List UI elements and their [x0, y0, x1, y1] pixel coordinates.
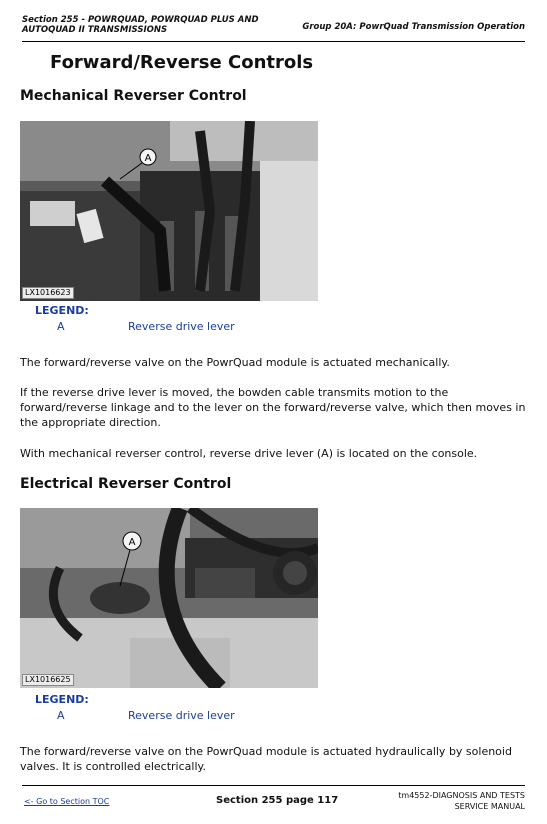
- mechanical-photo-illustration: [20, 121, 318, 301]
- mechanical-photo-id: LX1016623: [22, 287, 74, 299]
- mechanical-para-3: With mechanical reverser control, reverse drive lever (A) is located on the console.: [20, 447, 478, 460]
- manual-name: [398, 790, 525, 812]
- footer-divider: [22, 785, 525, 786]
- mechanical-para-2: If the reverse drive lever is moved, the bowden cable transmits motion to the forward/reverse linkage and to the lever on the forward/reverse valve, which then moves in the appropriate direction.: [20, 386, 526, 429]
- mechanical-para-1: The forward/reverse valve on the PowrQuad module is actuated mechanically.: [20, 356, 450, 369]
- manual-line-2: SERVICE MANUAL: [454, 802, 525, 811]
- page-number: Section 255 page 117: [216, 795, 339, 806]
- page-title: Forward/Reverse Controls: [50, 52, 314, 73]
- go-to-section-toc-link[interactable]: <- Go to Section TOC: [24, 797, 110, 806]
- electrical-callout: A: [128, 537, 136, 548]
- page-header: [22, 13, 525, 42]
- manual-line-1: tm4552-DIAGNOSIS AND TESTS: [398, 791, 525, 800]
- electrical-photo-illustration: [20, 508, 318, 688]
- electrical-photo-id: LX1016625: [22, 674, 74, 686]
- mechanical-callout: A: [144, 153, 152, 164]
- electrical-para-1: The forward/reverse valve on the PowrQuad module is actuated hydraulically by solenoid valves. It is controlled electrically.: [20, 745, 512, 773]
- mechanical-reverser-photo: [20, 121, 318, 301]
- mechanical-legend-value: Reverse drive lever: [128, 320, 235, 333]
- group-title: Group 20A: PowrQuad Transmission Operation: [302, 22, 525, 32]
- mechanical-legend-key: A: [57, 320, 65, 333]
- mechanical-legend-title: LEGEND:: [35, 304, 89, 317]
- electrical-reverser-photo: [20, 508, 318, 688]
- section-title: Section 255 - POWRQUAD, POWRQUAD PLUS AND AUTOQUAD II TRANSMISSIONS: [22, 15, 259, 35]
- electrical-legend-title: LEGEND:: [35, 693, 89, 706]
- electrical-legend-value: Reverse drive lever: [128, 709, 235, 722]
- electrical-legend-key: A: [57, 709, 65, 722]
- mechanical-heading: Mechanical Reverser Control: [20, 88, 247, 104]
- electrical-heading: Electrical Reverser Control: [20, 476, 232, 492]
